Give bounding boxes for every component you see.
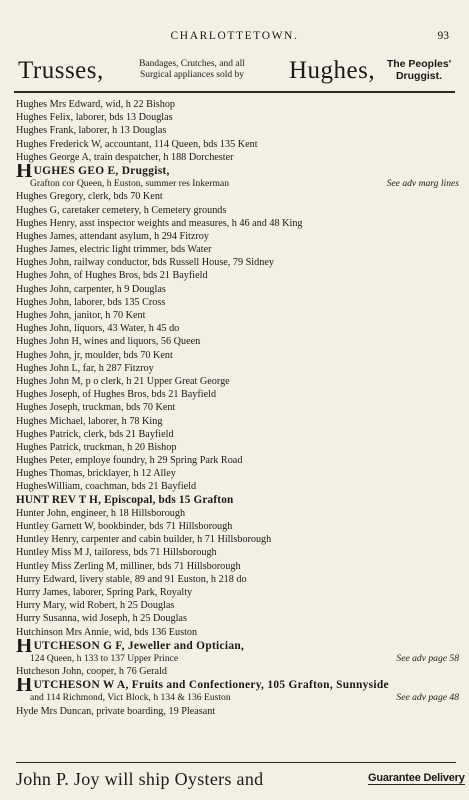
directory-entry: [16, 494, 459, 507]
directory-entry: [16, 388, 459, 401]
directory-entry: [16, 349, 459, 362]
entry-text: HughesWilliam, coachman, bds 21 Bayfield: [16, 481, 197, 493]
directory-entry: [16, 428, 459, 441]
directory-entry: [16, 309, 459, 322]
drop-initial: H: [16, 163, 33, 178]
directory-entry: [16, 586, 459, 599]
directory-entry: [16, 177, 459, 190]
drop-initial: H: [16, 638, 33, 652]
directory-entry: [16, 467, 459, 480]
ad-druggist-line: The Peoples': [386, 58, 452, 70]
directory-entry: [16, 573, 459, 586]
entry-text: Hughes John H, wines and liquors, 56 Queen: [16, 336, 201, 348]
entry-text: Hutchinson Mrs Annie, wid, bds 136 Euston: [16, 626, 198, 638]
header-rule: [14, 91, 455, 93]
entry-text: Hurry Mary, wid Robert, h 25 Douglas: [16, 600, 175, 612]
entry-text: Hughes Patrick, truckman, h 20 Bishop: [16, 441, 177, 453]
entry-text: Hughes Michael, laborer, h 78 King: [16, 415, 163, 427]
directory-entry: [16, 507, 459, 520]
directory-entry: [16, 454, 459, 467]
entry-text: Hughes George A, train despatcher, h 188 Dorchester: [16, 151, 234, 163]
directory-entry: [16, 533, 459, 546]
entry-text: Hughes Peter, employe foundry, h 29 Spring Park Road: [16, 455, 243, 467]
entry-adv-note: See adv page 58: [396, 652, 459, 664]
directory-entry: [16, 283, 459, 296]
directory-entry: [16, 124, 459, 137]
directory-entry: [16, 520, 459, 533]
ad-middle-line: Bandages, Crutches, and all: [139, 59, 245, 69]
drop-initial: H: [16, 678, 33, 692]
entry-text: Hughes John, janitor, h 70 Kent: [16, 310, 146, 321]
entry-text: Hughes Gregory, clerk, bds 70 Kent: [16, 191, 163, 203]
entry-text: Hughes Henry, asst inspector weights and measures, h 46 and 48 King: [16, 217, 303, 229]
entry-text: Hughes Patrick, clerk, bds 21 Bayfield: [16, 428, 174, 440]
directory-entry: [16, 691, 459, 704]
bottom-advertisement: [16, 762, 465, 791]
entry-text: UGHES GEO E, Druggist,: [33, 164, 170, 177]
entry-adv-note: See adv marg lines: [386, 178, 459, 190]
directory-entry: [16, 362, 459, 375]
entry-text: Huntley Garnett W, bookbinder, bds 71 Hillsborough: [16, 521, 233, 532]
entry-text: Hunter John, engineer, h 18 Hillsborough: [16, 507, 186, 519]
entry-text: Huntley Miss M J, tailoress, bds 71 Hillsborough: [16, 547, 217, 559]
entry-text: Huntley Henry, carpenter and cabin builder, h 71 Hillsborough: [16, 534, 272, 546]
entry-text: Hughes James, electric light trimmer, bds Water: [16, 244, 212, 256]
directory-entry: [16, 665, 459, 678]
bottom-ad-text: John P. Joy will ship Oysters and: [16, 769, 264, 789]
entry-text: Hughes John, jr, moulder, bds 70 Kent: [16, 349, 173, 361]
directory-entry: [16, 151, 459, 164]
page-number: 93: [437, 30, 449, 42]
entry-text: Hurry Susanna, wid Joseph, h 25 Douglas: [16, 613, 187, 625]
running-head: [0, 30, 469, 46]
directory-entry: [16, 546, 459, 559]
ad-middle-line: Surgical appliances sold by: [139, 70, 245, 80]
directory-entry: [16, 375, 459, 388]
entry-text: Hughes John, carpenter, h 9 Douglas: [16, 283, 166, 295]
directory-entry: [16, 98, 459, 111]
entry-text: Hughes John M, p o clerk, h 21 Upper Great George: [16, 375, 230, 387]
entry-text: Hughes James, attendant asylum, h 294 Fitzroy: [16, 230, 209, 242]
directory-entry: [16, 243, 459, 256]
entry-text: Hughes Joseph, truckman, bds 70 Kent: [16, 402, 176, 414]
top-advertisement: [14, 55, 459, 89]
entry-text: Hurry Edward, livery stable, 89 and 91 Euston, h 218 do: [16, 573, 247, 585]
ad-druggist-text: [374, 58, 464, 82]
entry-text: Hughes John, laborer, bds 135 Cross: [16, 296, 166, 308]
directory-entry: [16, 164, 459, 177]
directory-entry: [16, 678, 459, 691]
entry-text: Hutcheson John, cooper, h 76 Gerald: [16, 666, 167, 678]
directory-entry: [16, 480, 459, 493]
entry-text: Hughes G, caretaker cemetery, h Cemetery grounds: [16, 204, 227, 216]
entry-text: Hurry James, laborer, Spring Park, Royalty: [16, 586, 193, 598]
directory-entry: [16, 138, 459, 151]
directory-entry: [16, 204, 459, 217]
entry-text: 124 Queen, h 133 to 137 Upper Prince: [30, 652, 179, 664]
directory-entry: [16, 626, 459, 639]
entry-text: Hughes Frank, laborer, h 13 Douglas: [16, 125, 167, 137]
directory-entry: [16, 335, 459, 348]
directory-entry: [16, 639, 459, 652]
directory-entry: [16, 296, 459, 309]
directory-entry: [16, 415, 459, 428]
directory-entry: [16, 705, 459, 718]
entry-text: Hughes Joseph, of Hughes Bros, bds 21 Bayfield: [16, 389, 217, 401]
entry-text: Hughes Frederick W, accountant, 114 Queen, bds 135 Kent: [16, 138, 258, 150]
entry-text: UTCHESON G F, Jeweller and Optician,: [33, 639, 245, 652]
directory-entry: [16, 111, 459, 124]
directory-entries: [16, 98, 459, 718]
entry-text: Grafton cor Queen, h Euston, summer res Inkerman: [30, 178, 230, 190]
entry-adv-note: See adv page 48: [396, 692, 459, 704]
entry-text: Hughes John, of Hughes Bros, bds 21 Bayfield: [16, 270, 208, 282]
directory-entry: [16, 230, 459, 243]
ad-druggist-line: Druggist.: [395, 70, 443, 82]
directory-entry: [16, 217, 459, 230]
entry-text: and 114 Richmond, Vict Block, h 134 & 136 Euston: [30, 692, 231, 704]
ad-middle-text: [112, 59, 272, 81]
ad-hughes-word: Hughes,: [289, 57, 376, 84]
entry-text: Huntley Miss Zerling M, milliner, bds 71 Hillsborough: [16, 560, 241, 572]
directory-entry: [16, 401, 459, 414]
bottom-ad-badge: Guarantee Delivery: [368, 772, 465, 784]
entry-text: Hughes John, liquors, 43 Water, h 45 do: [16, 323, 180, 335]
entry-text: Hughes Felix, laborer, bds 13 Douglas: [16, 112, 173, 124]
ad-trusses-word: Trusses,: [18, 57, 104, 84]
directory-entry: [16, 652, 459, 665]
page-title: CHARLOTTETOWN.: [170, 30, 299, 42]
entry-text: Hughes John L, far, h 287 Fitzroy: [16, 362, 154, 374]
directory-entry: [16, 612, 459, 625]
entry-text: HUNT REV T H, Episcopal, bds 15 Grafton: [16, 493, 234, 506]
directory-entry: [16, 599, 459, 612]
directory-entry: [16, 256, 459, 269]
directory-entry: [16, 441, 459, 454]
entry-text: Hughes Thomas, bricklayer, h 12 Alley: [16, 468, 176, 480]
directory-entry: [16, 269, 459, 282]
entry-text: Hyde Mrs Duncan, private boarding, 19 Pleasant: [16, 705, 216, 717]
entry-text: UTCHESON W A, Fruits and Confectionery, 105 Grafton, Sunnyside: [33, 679, 389, 692]
entry-text: Hughes John, railway conductor, bds Russell House, 79 Sidney: [16, 257, 274, 269]
directory-entry: [16, 322, 459, 335]
directory-entry: [16, 560, 459, 573]
entry-text: Hughes Mrs Edward, wid, h 22 Bishop: [16, 99, 176, 110]
directory-entry: [16, 190, 459, 203]
